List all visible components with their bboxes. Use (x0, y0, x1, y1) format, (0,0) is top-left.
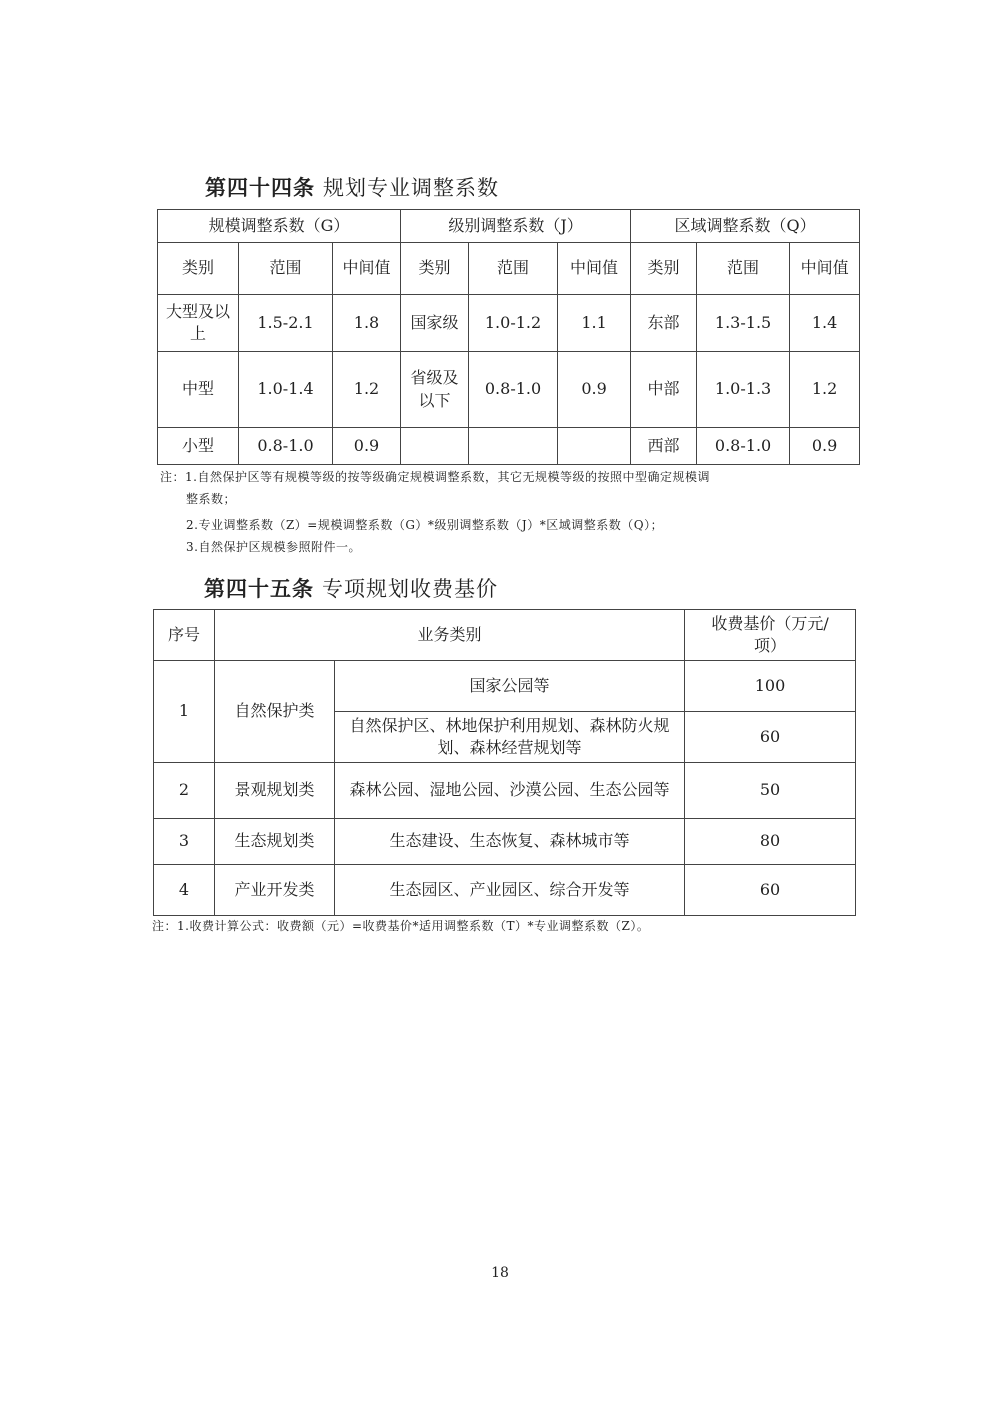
page-number: 18 (491, 1265, 509, 1281)
table-cell: 0.9 (790, 428, 860, 465)
row-category: 自然保护类 (215, 661, 335, 763)
table-row (154, 763, 856, 819)
row-desc: 国家公园等 (335, 661, 685, 712)
table-cell (469, 428, 558, 465)
table-cell: 小型 (158, 428, 239, 465)
article-45-note: 注：1.收费计算公式：收费额（元）=收费基价*适用调整系数（T）*专业调整系数（Z）。 (152, 919, 650, 933)
table-cell (401, 428, 469, 465)
sub-header-row (158, 243, 860, 295)
sub-header-cell: 范围 (239, 243, 333, 295)
group-header-scale: 规模调整系数（G） (158, 210, 401, 243)
table-cell: 1.4 (790, 295, 860, 352)
table-cell: 大型及以上 (158, 295, 239, 352)
group-header-row (158, 210, 860, 243)
article-45-heading (204, 573, 498, 603)
row-no: 3 (154, 819, 215, 865)
table-row (158, 295, 860, 352)
table-cell: 1.1 (558, 295, 631, 352)
table-cell: 0.9 (333, 428, 401, 465)
article-44-heading (205, 172, 499, 202)
sub-header-cell: 范围 (697, 243, 790, 295)
table-cell: 0.8-1.0 (469, 352, 558, 428)
table-row (154, 819, 856, 865)
row-desc: 生态建设、生态恢复、森林城市等 (335, 819, 685, 865)
table-cell: 0.8-1.0 (697, 428, 790, 465)
article-44-title: 规划专业调整系数 (323, 176, 499, 200)
row-price: 50 (685, 763, 856, 819)
table-row (154, 865, 856, 916)
sub-header-cell: 范围 (469, 243, 558, 295)
group-header-level: 级别调整系数（J） (401, 210, 631, 243)
table-row (154, 661, 856, 712)
article-44-note-2: 2.专业调整系数（Z）=规模调整系数（G）*级别调整系数（J）*区域调整系数（Q）； (186, 518, 664, 532)
row-desc: 生态园区、产业园区、综合开发等 (335, 865, 685, 916)
table-cell: 0.9 (558, 352, 631, 428)
article-44-note-1-cont: 整系数； (186, 492, 237, 506)
sub-header-cell: 类别 (158, 243, 239, 295)
base-price-table (153, 609, 856, 916)
table-cell: 1.2 (790, 352, 860, 428)
table-cell: 1.0-1.4 (239, 352, 333, 428)
row-category: 产业开发类 (215, 865, 335, 916)
group-header-region: 区域调整系数（Q） (631, 210, 860, 243)
table-cell: 中部 (631, 352, 697, 428)
table-cell: 0.8-1.0 (239, 428, 333, 465)
table-cell: 国家级 (401, 295, 469, 352)
article-44-note-3: 3.自然保护区规模参照附件一。 (186, 540, 361, 554)
header-price: 收费基价（万元/项） (685, 610, 856, 661)
header-row (154, 610, 856, 661)
sub-header-cell: 中间值 (558, 243, 631, 295)
adjustment-coefficient-table (157, 209, 860, 465)
table-cell: 省级及以下 (401, 352, 469, 428)
table-cell: 1.3-1.5 (697, 295, 790, 352)
header-no: 序号 (154, 610, 215, 661)
table-cell: 1.0-1.2 (469, 295, 558, 352)
table-cell: 中型 (158, 352, 239, 428)
row-price: 80 (685, 819, 856, 865)
row-price: 60 (685, 712, 856, 763)
table-cell: 东部 (631, 295, 697, 352)
row-desc: 自然保护区、林地保护利用规划、森林防火规划、森林经营规划等 (335, 712, 685, 763)
sub-header-cell: 类别 (401, 243, 469, 295)
row-category: 生态规划类 (215, 819, 335, 865)
row-price: 100 (685, 661, 856, 712)
table-row (158, 352, 860, 428)
table-cell: 1.8 (333, 295, 401, 352)
table-cell (558, 428, 631, 465)
article-45-number: 第四十五条 (204, 576, 314, 601)
sub-header-cell: 中间值 (333, 243, 401, 295)
row-desc: 森林公园、湿地公园、沙漠公园、生态公园等 (335, 763, 685, 819)
article-44-number: 第四十四条 (205, 175, 315, 200)
table-cell: 1.5-2.1 (239, 295, 333, 352)
row-no: 1 (154, 661, 215, 763)
header-category: 业务类别 (215, 610, 685, 661)
row-category: 景观规划类 (215, 763, 335, 819)
row-price: 60 (685, 865, 856, 916)
article-45-title: 专项规划收费基价 (322, 577, 498, 601)
row-no: 4 (154, 865, 215, 916)
row-no: 2 (154, 763, 215, 819)
table-row (158, 428, 860, 465)
sub-header-cell: 类别 (631, 243, 697, 295)
table-cell: 西部 (631, 428, 697, 465)
table-cell: 1.2 (333, 352, 401, 428)
article-44-note-1: 注：1.自然保护区等有规模等级的按等级确定规模调整系数，其它无规模等级的按照中型确定规模调 (160, 470, 710, 484)
table-cell: 1.0-1.3 (697, 352, 790, 428)
sub-header-cell: 中间值 (790, 243, 860, 295)
